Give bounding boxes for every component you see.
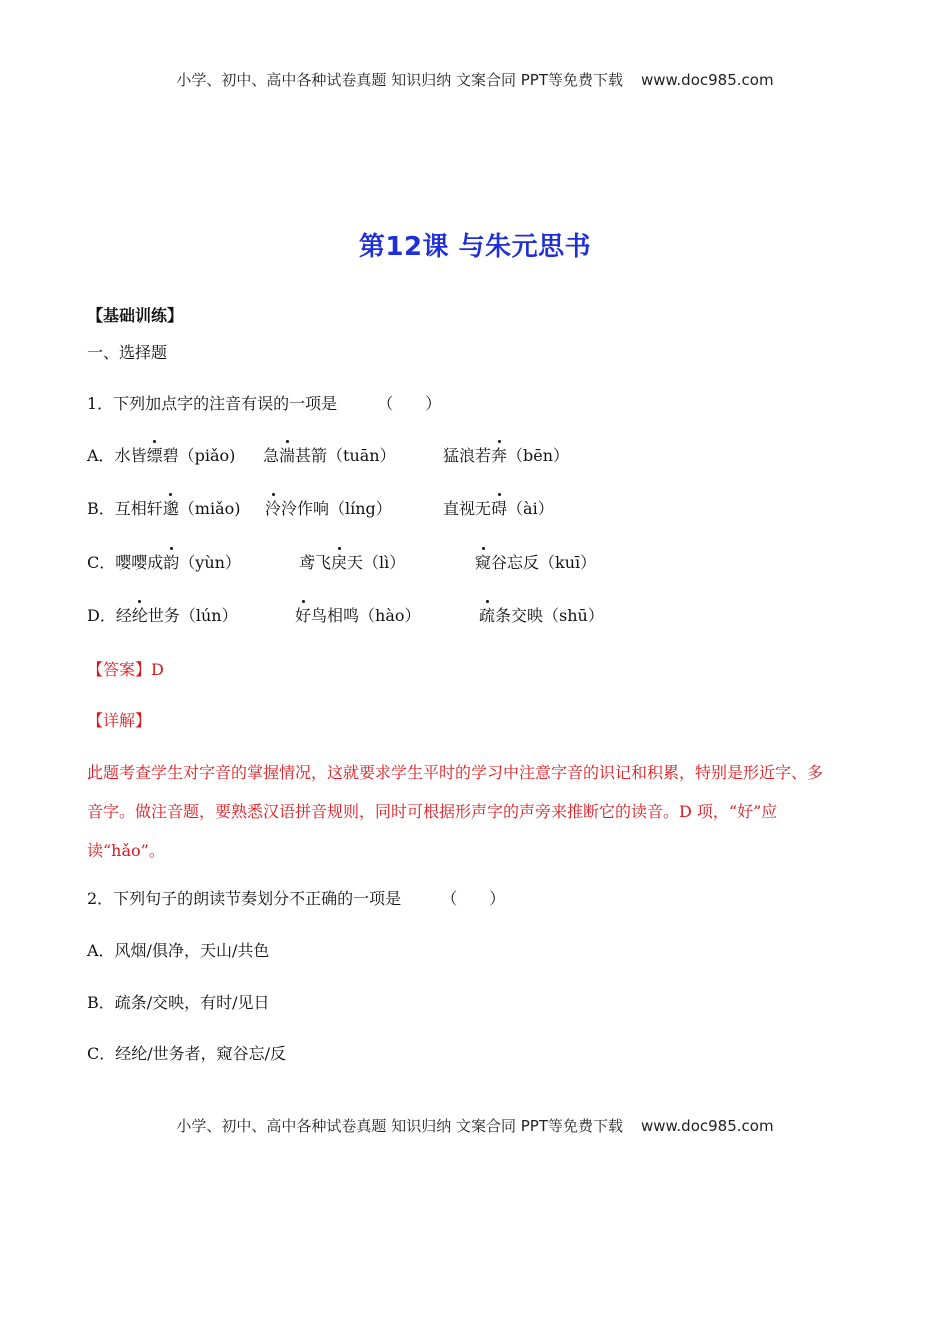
q1-option-d-item3: 疏条交映（shū）: [479, 606, 604, 625]
q1-option-a-item3: 猛浪若奔（bēn）: [443, 446, 570, 465]
detail-line: 此题考查学生对字音的掌握情况，这就要求学生平时的学习中注意字音的识记和积累，特别是形近字、多: [87, 763, 824, 782]
detail-line: 读“hǎo”。: [87, 841, 165, 860]
option-label: A．: [87, 446, 115, 465]
q1-option-b: B．互相轩邈（miǎo): [87, 499, 241, 518]
q2-option-c: C．经纶/世务者，窥谷忘/反: [87, 1044, 287, 1063]
q1-option-b-item2: 泠泠作响（líng）: [265, 499, 392, 518]
q1-option-c: C．嘤嘤成韵（yùn）: [87, 553, 241, 572]
dotted-char: 窥: [475, 553, 492, 572]
page-title: 第12课 与朱元思书: [358, 232, 592, 262]
footer-text: 小学、初中、高中各种试卷真题 知识归纳 文案合同 PPT等免费下载: [176, 1117, 623, 1135]
q1-option-b-item3: 直视无碍（ài）: [443, 499, 554, 518]
q1-option-d: D．经纶世务（lún）: [87, 606, 238, 625]
option-label: B．: [87, 499, 115, 518]
option-label: D．: [87, 606, 116, 625]
q1-detail-label: 【详解】: [87, 711, 152, 730]
q2-answer-paren: （ ）: [441, 889, 506, 908]
dotted-char: 泠: [265, 499, 282, 518]
part-heading: 一、选择题: [87, 343, 168, 362]
q1-stem-text: 1．下列加点字的注音有误的一项是: [87, 394, 338, 413]
dotted-char: 湍: [279, 446, 296, 465]
q1-option-c-item2: 鸢飞戾天（lì）: [299, 553, 406, 572]
q1-option-c-item3: 窥谷忘反（kuī）: [475, 553, 597, 572]
q1-option-a: A．水皆缥碧（piǎo): [87, 446, 236, 465]
q1-option-d-item2: 好鸟相鸣（hào）: [295, 606, 421, 625]
dotted-char: 奔: [491, 446, 508, 465]
q1-detail-paragraph: [87, 753, 867, 870]
option-label: C．: [87, 553, 116, 572]
q2-stem-text: 2．下列句子的朗读节奏划分不正确的一项是: [87, 889, 402, 908]
dotted-char: 戾: [331, 553, 348, 572]
detail-line: 音字。做注音题，要熟悉汉语拼音规则，同时可根据形声字的声旁来推断它的读音。D 项，“好”应: [87, 802, 778, 821]
page-footer: [0, 1115, 950, 1136]
q1-answer: 【答案】D: [87, 660, 164, 679]
q1-answer-paren: （ ）: [377, 394, 442, 413]
q2-option-a: A．风烟/俱净，天山/共色: [87, 941, 270, 960]
dotted-char: 好: [295, 606, 312, 625]
header-site-link[interactable]: www.doc985.com: [640, 71, 774, 89]
dotted-char: 韵: [163, 553, 180, 572]
dotted-char: 邈: [162, 499, 179, 518]
q1-stem: [87, 393, 441, 415]
header-text: 小学、初中、高中各种试卷真题 知识归纳 文案合同 PPT等免费下载: [176, 71, 623, 89]
section-heading: 【基础训练】: [87, 306, 184, 325]
dotted-char: 缥: [146, 446, 163, 465]
q1-option-a-item2: 急湍甚箭（tuān）: [263, 446, 396, 465]
page-header: [0, 69, 950, 90]
dotted-char: 纶: [131, 606, 148, 625]
dotted-char: 碍: [491, 499, 508, 518]
dotted-char: 疏: [479, 606, 496, 625]
footer-site-link[interactable]: www.doc985.com: [640, 1117, 774, 1135]
q2-stem: [87, 888, 505, 910]
q2-option-b: B．疏条/交映，有时/见日: [87, 993, 270, 1012]
